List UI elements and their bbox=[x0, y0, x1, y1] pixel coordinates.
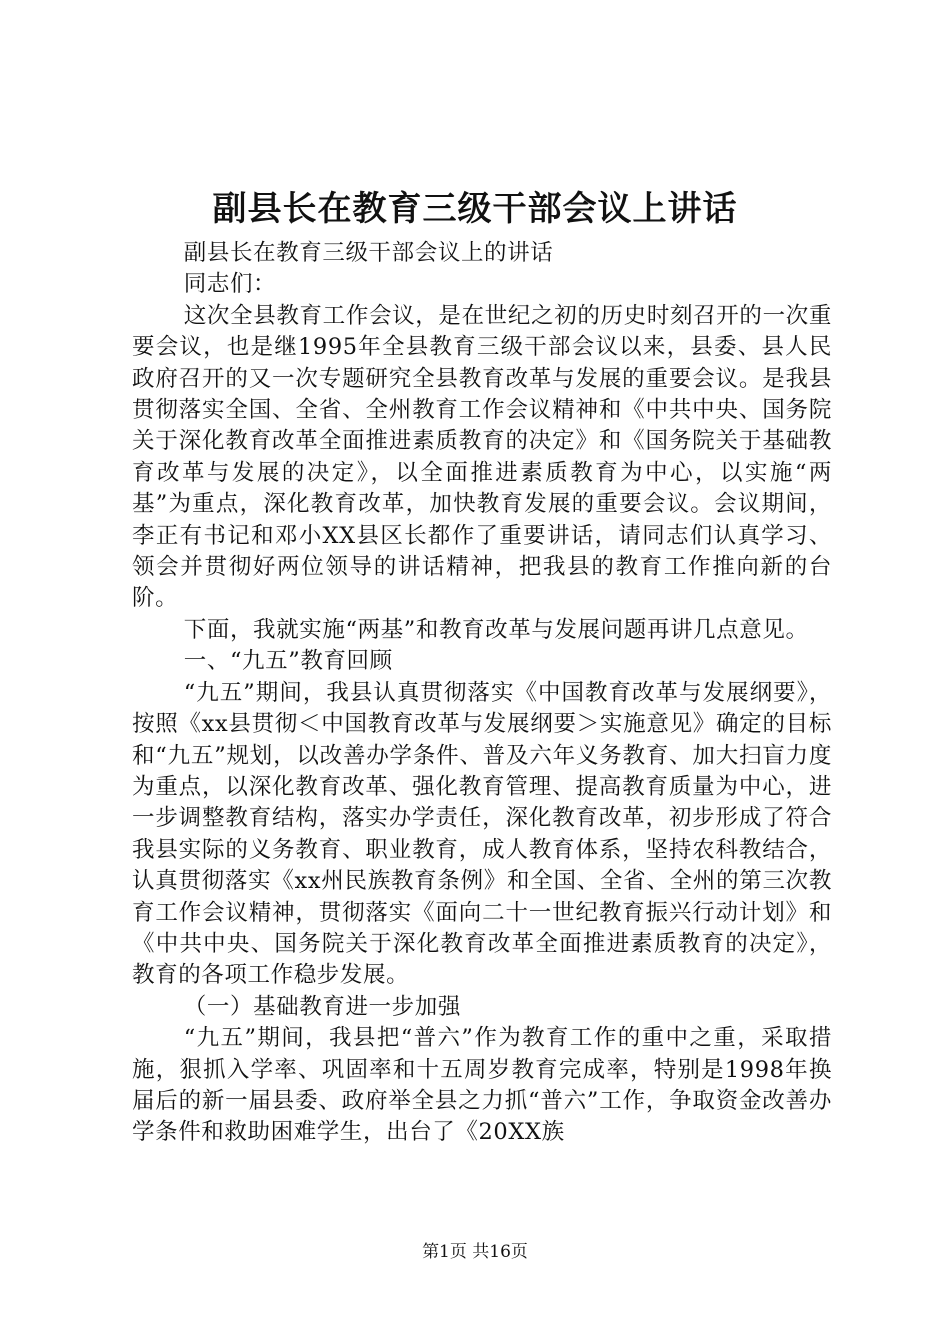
body-paragraph: 这次全县教育工作会议，是在世纪之初的历史时刻召开的一次重要会议，也是继1995年全县教育三级干部会议以来，县委、县人民政府召开的又一次专题研究全县教育改革与发展的重要会议。是我县贯彻落实全国、全省、全州教育工作会议精神和《中共中央、国务院关于深化教育改革全面推进素质教育的决定》和《国务院关于基础教育改革与发展的决定》，以全面推进素质教育为中心，以实施“两基”为重点，深化教育改革，加快教育发展的重要会议。会议期间，李正有书记和邓小XX县区长都作了重要讲话，请同志们认真学习、领会并贯彻好两位领导的讲话精神，把我县的教育工作推向新的台阶。 bbox=[132, 302, 832, 612]
body-paragraph: “九五”期间，我县把“普六”作为教育工作的重中之重，采取措施，狠抓入学率、巩固率和十五周岁教育完成率，特别是1998年换届后的新一届县委、政府举全县之力抓“普六”工作，争取资金改善办学条件和救助困难学生，出台了《20XX族 bbox=[132, 1025, 832, 1146]
document-body bbox=[132, 238, 832, 1149]
salutation-paragraph: 同志们： bbox=[183, 271, 277, 298]
body-paragraph: 下面，我就实施“两基”和教育改革与发展问题再讲几点意见。 bbox=[183, 616, 809, 643]
page-number-footer: 第1页 共16页 bbox=[422, 1242, 528, 1262]
section-heading: 一、“九五”教育回顾 bbox=[183, 648, 393, 675]
subtitle-paragraph: 副县长在教育三级干部会议上的讲话 bbox=[183, 240, 554, 266]
subsection-heading: （一）基础教育进一步加强 bbox=[183, 993, 461, 1020]
body-paragraph: “九五”期间，我县认真贯彻落实《中国教育改革与发展纲要》，按照《xx县贯彻＜中国教育改革与发展纲要＞实施意见》确定的目标和“九五”规划，以改善办学条件、普及六年义务教育、加大扫盲力度为重点，以深化教育改革、强化教育管理、提高教育质量为中心，进一步调整教育结构，落实办学责任，深化教育改革，初步形成了符合我县实际的义务教育、职业教育，成人教育体系，坚持农科教结合，认真贯彻落实《xx州民族教育条例》和全国、全省、全州的第三次教育工作会议精神，贯彻落实《面向二十一世纪教育振兴行动计划》和《中共中央、国务院关于深化教育改革全面推进素质教育的决定》，教育的各项工作稳步发展。 bbox=[132, 679, 832, 989]
document-title: 副县长在教育三级干部会议上讲话 bbox=[212, 189, 738, 229]
